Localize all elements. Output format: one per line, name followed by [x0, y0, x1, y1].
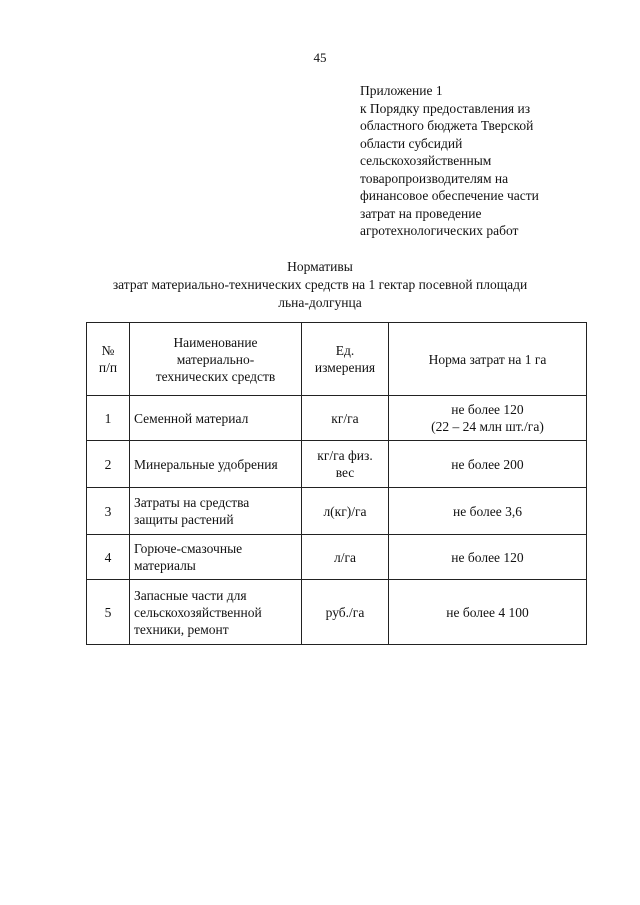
- cell-number: 2: [87, 441, 130, 488]
- header-norm: Норма затрат на 1 га: [389, 323, 587, 396]
- cell-number: 1: [87, 396, 130, 441]
- cell-name: Минеральные удобрения: [130, 441, 302, 488]
- table-row: [87, 441, 587, 488]
- appendix-line: агротехнологических работ: [360, 223, 519, 238]
- appendix-line: сельскохозяйственным: [360, 153, 492, 168]
- cell-norm: не более 200: [389, 441, 587, 488]
- appendix-block: [360, 82, 600, 240]
- norms-table: [86, 322, 587, 645]
- header-number: № п/п: [87, 323, 130, 396]
- appendix-line: товаропроизводителям на: [360, 170, 509, 186]
- appendix-line: затрат на проведение: [360, 205, 482, 221]
- page-number: 45: [313, 50, 327, 65]
- appendix-line: области субсидий: [360, 135, 463, 151]
- appendix-line: финансовое обеспечение части: [360, 188, 539, 203]
- cell-unit: л(кг)/га: [302, 488, 389, 535]
- cell-name: Затраты на средства защиты растений: [130, 488, 302, 535]
- document-heading: [0, 258, 640, 312]
- header-unit: Ед. измерения: [302, 323, 389, 396]
- table-header-row: [87, 323, 587, 396]
- cell-norm: не более 4 100: [389, 580, 587, 645]
- cell-number: 5: [87, 580, 130, 645]
- cell-norm: не более 3,6: [389, 488, 587, 535]
- table-row: [87, 488, 587, 535]
- cell-name: Горюче-смазочные материалы: [130, 535, 302, 580]
- heading-subtitle-line2: льна-долгунца: [278, 295, 362, 310]
- table-row: [87, 535, 587, 580]
- appendix-line: к Порядку предоставления из: [360, 100, 531, 116]
- appendix-line: областного бюджета Тверской: [360, 118, 534, 133]
- cell-name: Семенной материал: [130, 396, 302, 441]
- cell-norm: не более 120 (22 – 24 млн шт./га): [389, 396, 587, 441]
- cell-unit: л/га: [302, 535, 389, 580]
- cell-name: Запасные части для сельскохозяйственной техники, ремонт: [130, 580, 302, 645]
- header-name: Наименование материально- технических средств: [130, 323, 302, 396]
- cell-unit: кг/га физ. вес: [302, 441, 389, 488]
- cell-number: 4: [87, 535, 130, 580]
- appendix-line: Приложение 1: [360, 83, 443, 98]
- table-row: [87, 580, 587, 645]
- heading-subtitle-line1: затрат материально-технических средств на 1 гектар посевной площади: [112, 277, 528, 292]
- heading-title: Нормативы: [287, 259, 353, 274]
- cell-unit: кг/га: [302, 396, 389, 441]
- table-row: [87, 396, 587, 441]
- cell-norm: не более 120: [389, 535, 587, 580]
- cell-unit: руб./га: [302, 580, 389, 645]
- cell-number: 3: [87, 488, 130, 535]
